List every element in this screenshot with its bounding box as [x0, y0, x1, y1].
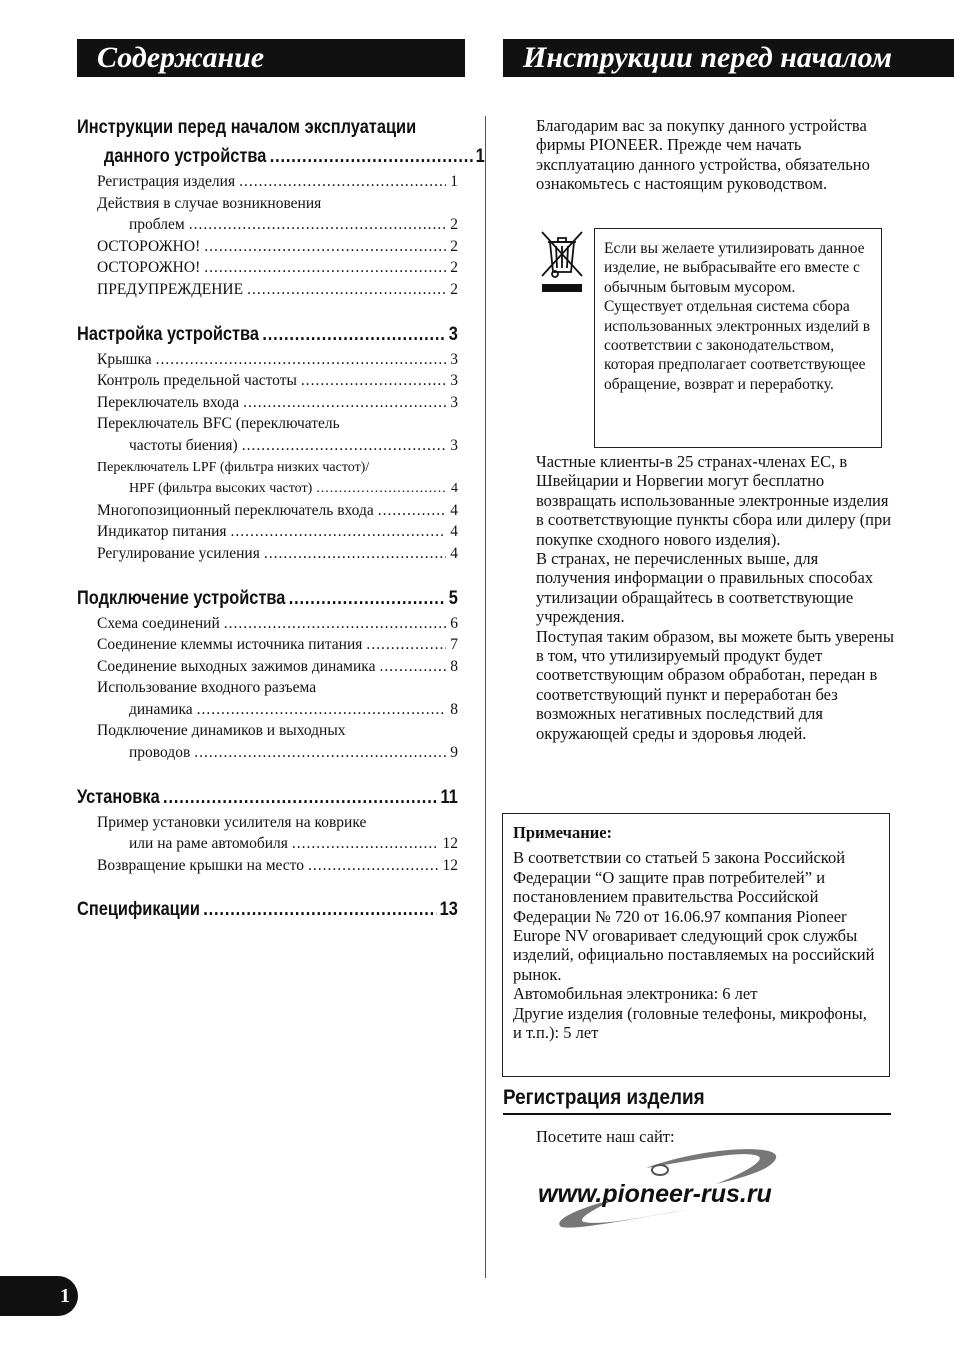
toc-item[interactable]: Действия в случае возникновения [97, 194, 322, 212]
toc-item[interactable]: Переключатель LPF (фильтра низких частот)/ [97, 459, 370, 475]
crossed-bin-icon [538, 228, 586, 292]
toc-item[interactable]: HPF (фильтра высоких частот) ..... 4 [77, 478, 458, 500]
intro-paragraph: Благодарим вас за покупку данного устройства фирмы PIONEER. Прежде чем начать эксплуатацию данного устройства, обязательно ознакомьтесь с настоящим руководством. [536, 116, 870, 194]
toc-item[interactable]: Подключение динамиков и выходных [97, 722, 346, 740]
toc-item[interactable]: Регистрация изделия ..... 1 [77, 171, 458, 193]
toc-item[interactable]: Многопозиционный переключатель входа ..... 4 [77, 500, 458, 522]
eu-paragraph: Поступая таким образом, вы можете быть уверены в том, что утилизируемый продукт будет соответствующим образом обработан, передан в соответствующий пункт и переработан без возможных негативных последствий для окружающей среды и здоровья людей. [536, 626, 894, 743]
registration-heading: Регистрация изделия [503, 1086, 891, 1115]
note-car-electronics: Автомобильная электроника: 6 лет [513, 984, 758, 1004]
toc-item[interactable]: Крышка ..... 3 [77, 349, 458, 371]
recycling-notice: Если вы желаете утилизировать данное изделие, не выбрасывайте его вместе с обычным бытовым мусором. Существует отдельная система сбора использованных электронных изделий в соответствии с законодательством, которая предполагает соответствующее обращение, возврат и переработку. [594, 228, 882, 448]
website-logo[interactable] [536, 1146, 826, 1242]
toc-item[interactable]: ОСТОРОЖНО! ..... 2 [77, 257, 458, 279]
toc-item[interactable]: Использование входного разъема [97, 679, 317, 697]
contents-banner: Содержание [77, 39, 465, 77]
column-divider [485, 116, 486, 1278]
toc-item[interactable]: проблем ..... 2 [77, 214, 458, 236]
note-box [502, 813, 890, 1077]
eu-paragraph: Частные клиенты-в 25 странах-членах ЕС, в Швейцарии и Норвегии могут бесплатно возвращать использованные электронные изделия в соответствующие пункты сбора или дилеру (при покупке сходного нового изделия). [536, 452, 892, 549]
toc-item[interactable]: Контроль предельной частоты ..... 3 [77, 370, 458, 392]
eu-disposal-text [536, 452, 896, 743]
toc-item[interactable]: ОСТОРОЖНО! ..... 2 [77, 236, 458, 258]
toc-item[interactable]: частоты биения) ..... 3 [77, 435, 458, 457]
table-of-contents [77, 113, 485, 924]
toc-item[interactable]: Индикатор питания ..... 4 [77, 521, 458, 543]
website-url: www.pioneer-rus.ru [538, 1180, 772, 1208]
toc-item[interactable]: Схема соединений ..... 6 [77, 613, 458, 635]
page-number: 1 [0, 1276, 78, 1316]
toc-item[interactable]: ПРЕДУПРЕЖДЕНИЕ ..... 2 [77, 279, 458, 301]
toc-item[interactable]: Соединение клеммы источника питания ..... 7 [77, 634, 458, 656]
toc-section-title[interactable]: Инструкции перед началом эксплуатации [77, 116, 417, 138]
toc-item[interactable]: Переключатель входа ..... 3 [77, 392, 458, 414]
toc-item[interactable]: Регулирование усиления ..... 4 [77, 543, 458, 565]
toc-section[interactable]: Спецификации ..... 13 [77, 895, 458, 924]
toc-item[interactable]: или на раме автомобиля ..... 12 [77, 833, 458, 855]
toc-section[interactable]: Подключение устройства ..... 5 [77, 584, 458, 613]
visit-site-text: Посетите наш сайт: [536, 1127, 675, 1146]
note-body: В соответствии со статьей 5 закона Российской Федерации “О защите прав потребителей” и постановлением правительства Российской Федерации № 720 от 16.06.97 компания Pioneer Europe NV оговаривает следующий срок службы изделий, официально поставляемых на российский рынок. [513, 848, 875, 984]
eu-paragraph: В странах, не перечисленных выше, для получения информации о правильных способах утилизации обращайтесь в соответствующие учреждения. [536, 549, 874, 627]
instructions-banner: Инструкции перед началом [503, 39, 954, 77]
toc-item[interactable]: динамика ..... 8 [77, 699, 458, 721]
toc-item[interactable]: Пример установки усилителя на коврике [97, 813, 367, 831]
toc-section[interactable]: Установка ..... 11 [77, 783, 458, 812]
toc-section[interactable]: данного устройства ..... 1 [77, 142, 485, 171]
toc-item[interactable]: Соединение выходных зажимов динамика ..... 8 [77, 656, 458, 678]
note-heading: Примечание: [513, 823, 613, 842]
toc-item[interactable]: Возвращение крышки на место ..... 12 [77, 855, 458, 877]
note-other-products: Другие изделия (головные телефоны, микрофоны, и т.п.): 5 лет [513, 1003, 867, 1043]
toc-item[interactable]: проводов ..... 9 [77, 742, 458, 764]
toc-section[interactable]: Настройка устройства ..... 3 [77, 320, 458, 349]
toc-item[interactable]: Переключатель BFC (переключатель [97, 415, 340, 433]
